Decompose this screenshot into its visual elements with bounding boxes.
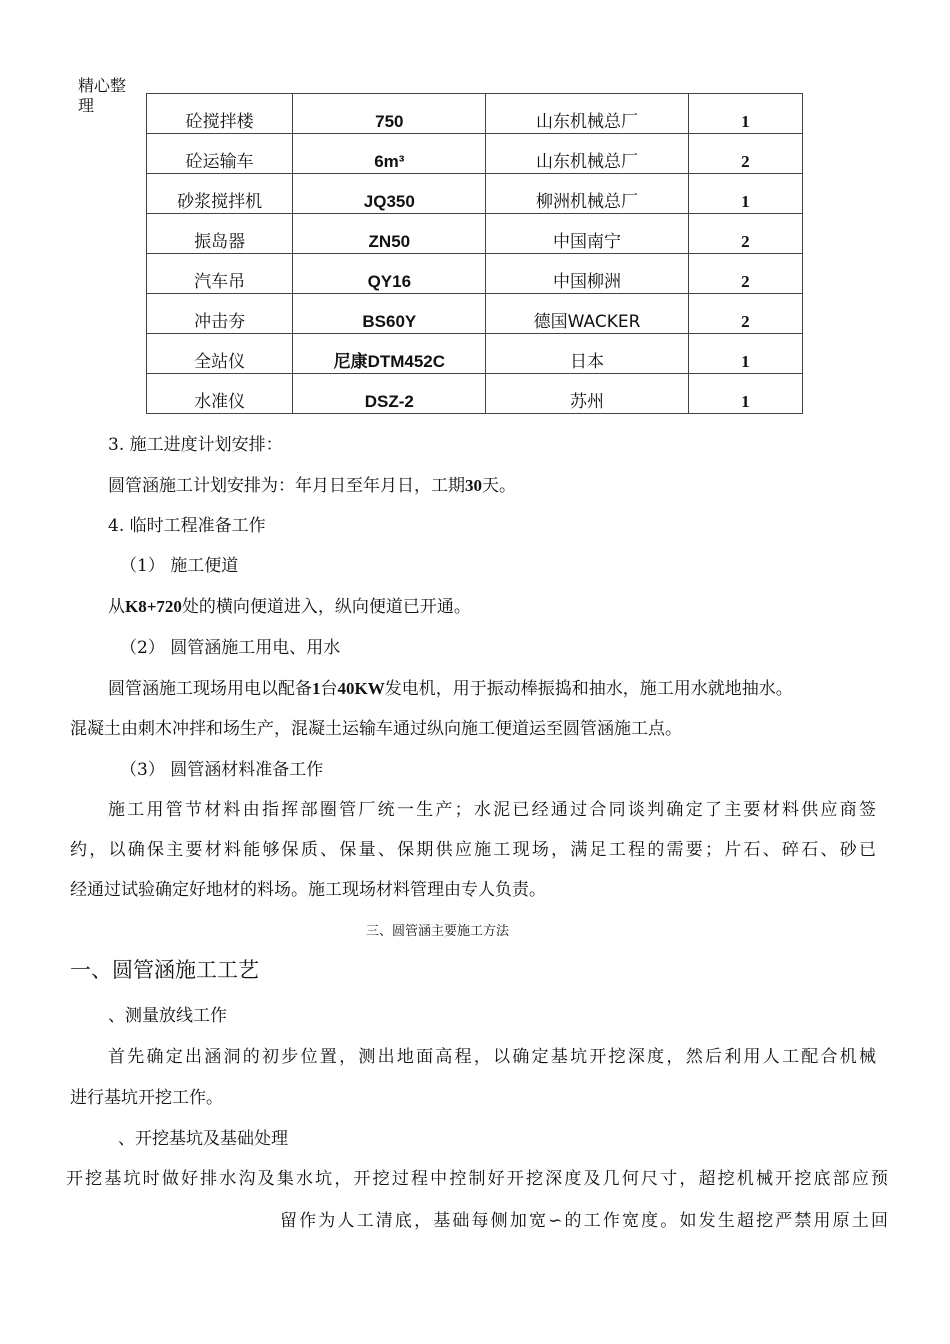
equipment-name-cell-text: 砼搅拌楼 (185, 112, 254, 132)
equipment-model-cell-text: 6m³ (374, 152, 405, 171)
equipment-model-cell-text: JQ350 (363, 192, 415, 211)
equipment-qty-cell-text: 2 (741, 232, 750, 251)
section-4-3-line2: 约，以确保主要材料能够保质、保量、保期供应施工现场，满足工程的需要；片石、碎石、砂已 (70, 840, 876, 860)
equipment-name-cell (147, 134, 293, 174)
equipment-model-cell-text: 750 (375, 112, 404, 131)
equipment-name-cell (147, 254, 293, 294)
equipment-maker-cell (486, 294, 688, 334)
survey-line2: 进行基坑开挖工作。 (70, 1088, 223, 1108)
table-row (147, 134, 803, 174)
equipment-maker-cell (486, 334, 688, 374)
equipment-name-cell-text: 冲击夯 (194, 312, 246, 332)
page-header: 精心整理 (78, 76, 127, 115)
equipment-model-cell-text: 尼康DTM452C (333, 352, 446, 371)
equipment-table (146, 93, 803, 414)
part-3-title: 三、圆管涵主要施工方法 (365, 924, 509, 939)
equipment-maker-cell (486, 174, 688, 214)
equipment-model-cell (293, 94, 486, 134)
section-4-2-title: （2） 圆管涵施工用电、用水 (120, 638, 341, 658)
equipment-qty-cell-text: 1 (741, 112, 750, 131)
excavation-line1: 开挖基坑时做好排水沟及集水坑，开挖过程中控制好开挖深度及几何尺寸，超挖机械开挖底部应预 (66, 1169, 888, 1189)
table-row (147, 334, 803, 374)
equipment-qty-cell (688, 294, 802, 334)
survey-title: 、测量放线工作 (108, 1006, 227, 1026)
section-4-1-body: 从K8+720处的横向便道进入，纵向便道已开通。 (108, 597, 471, 617)
section-4-3-line3: 经通过试验确定好地材的料场。施工现场材料管理由专人负责。 (70, 880, 546, 900)
part-3-1-title: 一、圆管涵施工工艺 (70, 958, 259, 982)
equipment-name-cell-text: 水准仪 (194, 392, 246, 412)
equipment-maker-cell-text: 德国WACKER (533, 312, 641, 332)
equipment-name-cell (147, 94, 293, 134)
equipment-qty-cell (688, 174, 802, 214)
equipment-maker-cell (486, 94, 688, 134)
equipment-name-cell (147, 214, 293, 254)
equipment-maker-cell-text: 中国柳洲 (553, 272, 622, 292)
equipment-model-cell (293, 254, 486, 294)
equipment-name-cell (147, 294, 293, 334)
equipment-model-cell (293, 374, 486, 414)
equipment-maker-cell-text: 山东机械总厂 (536, 112, 639, 132)
equipment-qty-cell (688, 254, 802, 294)
equipment-model-cell-text: ZN50 (368, 232, 411, 251)
equipment-qty-cell-text: 1 (741, 392, 750, 411)
equipment-maker-cell (486, 134, 688, 174)
section-3-title: 3. 施工进度计划安排： (108, 435, 283, 455)
equipment-maker-cell-text: 柳洲机械总厂 (536, 192, 639, 212)
equipment-qty-cell (688, 334, 802, 374)
equipment-name-cell-text: 汽车吊 (194, 272, 246, 292)
table-row (147, 214, 803, 254)
table-row (147, 94, 803, 134)
survey-line1: 首先确定出涵洞的初步位置，测出地面高程，以确定基坑开挖深度，然后利用人工配合机械 (108, 1047, 876, 1067)
equipment-name-cell (147, 374, 293, 414)
equipment-maker-cell-text: 日本 (570, 352, 605, 372)
table-row (147, 294, 803, 334)
equipment-maker-cell-text: 中国南宁 (553, 232, 622, 252)
equipment-model-cell (293, 174, 486, 214)
equipment-name-cell (147, 174, 293, 214)
equipment-maker-cell-text: 山东机械总厂 (536, 152, 639, 172)
equipment-qty-cell (688, 134, 802, 174)
table-row (147, 254, 803, 294)
equipment-model-cell (293, 214, 486, 254)
section-4-2-line1: 圆管涵施工现场用电以配备1台40KW发电机，用于振动棒振捣和抽水，施工用水就地抽水。 (108, 679, 793, 699)
equipment-model-cell (293, 134, 486, 174)
section-4-1-title: （1） 施工便道 (120, 556, 239, 576)
excavation-title: 、开挖基坑及基础处理 (118, 1129, 288, 1149)
table-row (147, 174, 803, 214)
equipment-model-cell (293, 294, 486, 334)
section-4-3-title: （3） 圆管涵材料准备工作 (120, 760, 324, 780)
equipment-qty-cell-text: 2 (741, 312, 750, 331)
equipment-qty-cell-text: 1 (741, 192, 750, 211)
equipment-name-cell-text: 砼运输车 (185, 152, 254, 172)
equipment-qty-cell (688, 214, 802, 254)
table-row (147, 374, 803, 414)
equipment-qty-cell-text: 2 (741, 272, 750, 291)
equipment-qty-cell-text: 2 (741, 152, 750, 171)
section-3-body: 圆管涵施工计划安排为：年月日至年月日，工期30天。 (108, 476, 516, 496)
equipment-name-cell (147, 334, 293, 374)
equipment-name-cell-text: 振岛器 (194, 232, 246, 252)
equipment-maker-cell (486, 214, 688, 254)
equipment-name-cell-text: 全站仪 (194, 352, 246, 372)
section-4-title: 4. 临时工程准备工作 (108, 516, 266, 536)
equipment-model-cell-text: BS60Y (362, 312, 417, 331)
section-4-2-line2: 混凝土由刺木冲拌和场生产，混凝土运输车通过纵向施工便道运至圆管涵施工点。 (70, 719, 682, 739)
section-4-3-line1: 施工用管节材料由指挥部圈管厂统一生产；水泥已经通过合同谈判确定了主要材料供应商签 (108, 800, 876, 820)
equipment-model-cell (293, 334, 486, 374)
equipment-qty-cell (688, 374, 802, 414)
equipment-maker-cell (486, 374, 688, 414)
equipment-model-cell-text: QY16 (367, 272, 412, 291)
equipment-qty-cell (688, 94, 802, 134)
equipment-maker-cell (486, 254, 688, 294)
equipment-name-cell-text: 砂浆搅拌机 (177, 192, 263, 212)
equipment-maker-cell-text: 苏州 (570, 392, 605, 412)
equipment-qty-cell-text: 1 (741, 352, 750, 371)
excavation-line2: 留作为人工清底，基础每侧加宽∽的工作宽度。如发生超挖严禁用原土回 (280, 1211, 888, 1231)
equipment-model-cell-text: DSZ-2 (364, 392, 414, 411)
